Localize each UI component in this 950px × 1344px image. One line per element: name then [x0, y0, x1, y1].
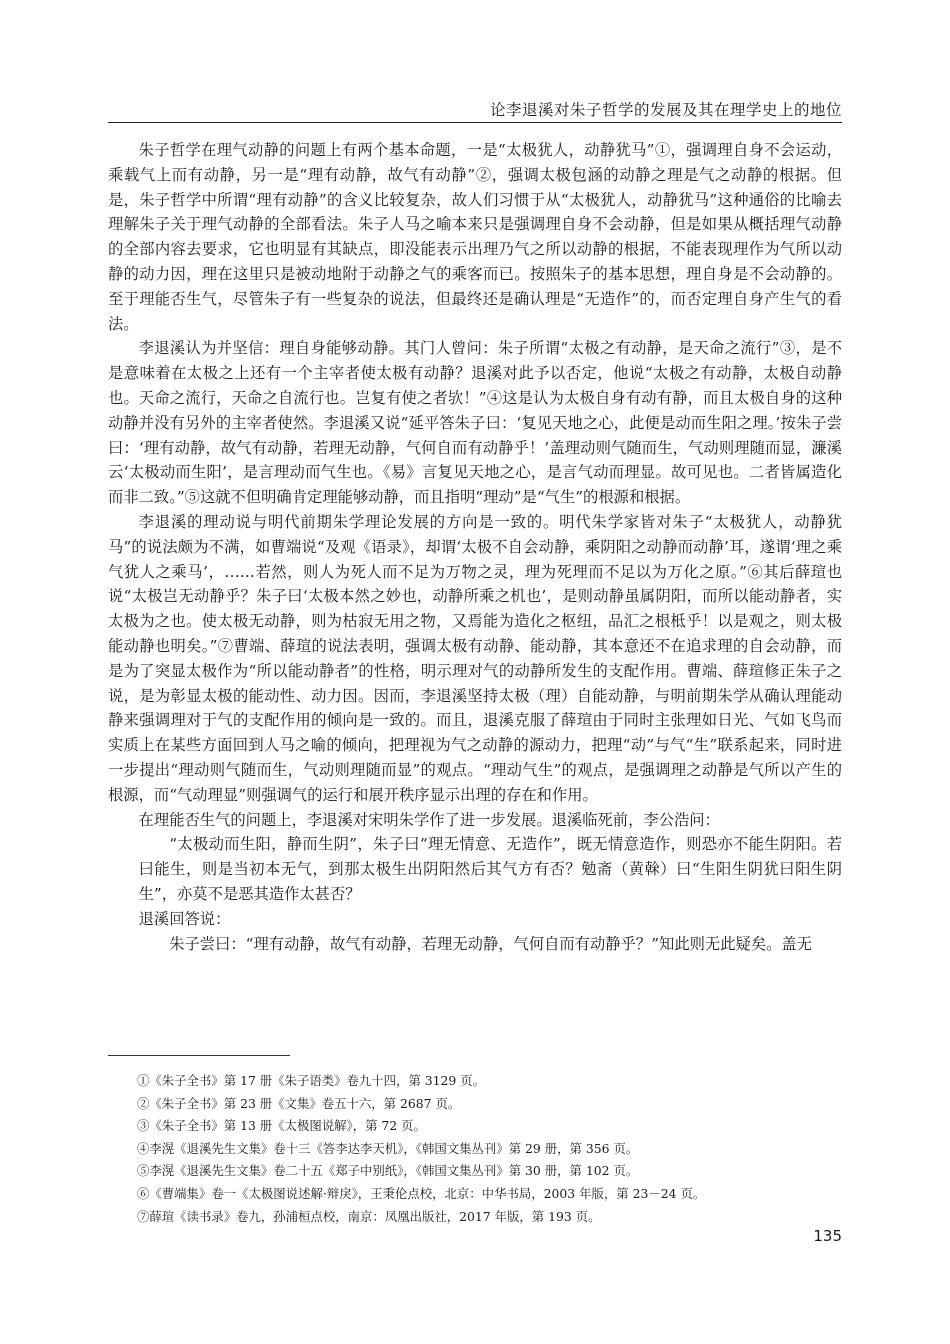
page-number: 135 [813, 1227, 842, 1245]
footnote-divider [108, 1055, 290, 1056]
footnote: ③《朱子全书》第 13 册《太极图说解》，第 72 页。 [137, 1118, 426, 1134]
paragraph: 退溪回答说： [138, 909, 231, 928]
footnote: ②《朱子全书》第 23 册《文集》卷五十六，第 2687 页。 [137, 1095, 461, 1111]
footnotes [137, 1070, 842, 1228]
footnote: ⑥《曹端集》卷一《太极图说述解·辩戾》，王秉伦点校，北京：中华书局，2003 年版，第 23－24 页。 [137, 1185, 706, 1201]
paragraph: 李退溪认为并坚信：理自身能够动静。其门人曾问：朱子所谓“太极之有动静，是天命之流行”③，是不是意味着在太极之上还有一个主宰者使太极有动静？退溪对此予以否定，他说“太极之有动静，太极自动静也。天命之流行，天命之自流行也。岂复有使之者欤！”④这是认为太极自身有动有静，而且太极自身的这种动静并没有另外的主宰者使然。李退溪又说“延平答朱子曰：‘复见天地之心，此便是动而生阳之理。’按朱子尝曰：‘理有动静，故气有动静，若理无动静，气何自而有动静乎！’盖理动则气随而生，气动则理随而显，濂溪云‘太极动而生阳’，是言理动而气生也。《易》言复见天地之心，是言气动而理显。故可见也。二者皆属造化而非二致。”⑤这就不但明确肯定理能够动静，而且指明“理动”是“气生”的根源和根据。 [108, 339, 842, 507]
running-title: 论李退溪对朱子哲学的发展及其在理学史上的地位 [489, 101, 842, 119]
footnote: ①《朱子全书》第 17 册《朱子语类》卷九十四，第 3129 页。 [137, 1073, 486, 1088]
quotation-paragraph: 朱子尝曰：“理有动静，故气有动静，若理无动静，气何自而有动静乎？”知此则无此疑矣。盖无 [169, 934, 813, 953]
running-header [108, 100, 842, 123]
quotation-paragraph: “太极动而生阳，静而生阴”，朱子曰“理无情意、无造作”，既无情意造作，则恐亦不能生阴阳。若曰能生，则是当初本无气，到那太极生出阴阳然后其气方有否？勉斋（黄榦）曰“生阳生阴犹曰阳生阴生”，亦莫不是恶其造作太甚否？ [138, 835, 842, 903]
footnote: ⑤李滉《退溪先生文集》卷二十五《郑子中别纸》，《韩国文集丛刊》第 30 册，第 102 页。 [137, 1163, 639, 1179]
paragraph: 李退溪的理动说与明代前期朱学理论发展的方向是一致的。明代朱学家皆对朱子“太极犹人，动静犹马”的说法颇为不满，如曹端说“及观《语录》，却谓‘太极不自会动静，乘阴阳之动静而动静’耳，遂谓‘理之乘气犹人之乘马’，……若然，则人为死人而不足为万物之灵，理为死理而不足以为万化之原。”⑥其后薛瑄也说“太极岂无动静乎？朱子曰‘太极本然之妙也，动静所乘之机也’，是则动静虽属阴阳，而所以能动静者，实太极为之也。使太极无动静，则为枯寂无用之物，又焉能为造化之枢纽，品汇之根柢乎！以是观之，则太极能动静也明矣。”⑦曹端、薛瑄的说法表明，强调太极有动静、能动静，其本意还不在追求理的自会动静，而是为了突显太极作为“所以能动静者”的性格，明示理对气的动静所发生的支配作用。曹端、薛瑄修正朱子之说，是为彰显太极的能动性、动力因。因而，李退溪坚持太极（理）自能动静，与明前期朱学从确认理能动静来强调理对于气的支配作用的倾向是一致的。而且，退溪克服了薛瑄由于同时主张理如日光、气如飞鸟而实质上在某些方面回到人马之喻的倾向，把理视为气之动静的源动力，把理“动”与气“生”联系起来，同时进一步提出“理动则气随而生，气动则理随而显”的观点。“理动气生”的观点，是强调理之动静是气所以产生的根源，而“气动理显”则强调气的运行和展开秩序显示出理的存在和作用。 [108, 512, 842, 804]
footnote: ④李滉《退溪先生文集》卷十三《答李达李天机》，《韩国文集丛刊》第 29 册，第 356 页。 [137, 1140, 639, 1156]
main-text [108, 138, 842, 956]
paragraph: 在理能否生气的问题上，李退溪对宋明朱学作了进一步发展。退溪临死前，李公浩问： [138, 810, 720, 829]
footnote: ⑦薛瑄《读书录》卷九，孙浦桓点校，南京：凤凰出版社，2017 年版，第 193 页。 [137, 1208, 601, 1224]
paragraph: 朱子哲学在理气动静的问题上有两个基本命题，一是“太极犹人，动静犹马”①，强调理自身不会运动，乘载气上而有动静，另一是“理有动静，故气有动静”②，强调太极包涵的动静之理是气之动静的根据。但是，朱子哲学中所谓“理有动静”的含义比较复杂，故人们习惯于从“太极犹人，动静犹马”这种通俗的比喻去理解朱子关于理气动静的全部看法。朱子人马之喻本来只是强调理自身不会动静，但是如果从概括理气动静的全部内容去要求，它也明显有其缺点，即没能表示出理乃气之所以动静的根据，不能表现理作为气所以动静的动力因，理在这里只是被动地附于动静之气的乘客而已。按照朱子的基本思想，理自身是不会动静的。至于理能否生气，尽管朱子有一些复杂的说法，但最终还是确认理是“无造作”的，而否定理自身产生气的看法。 [108, 141, 842, 333]
